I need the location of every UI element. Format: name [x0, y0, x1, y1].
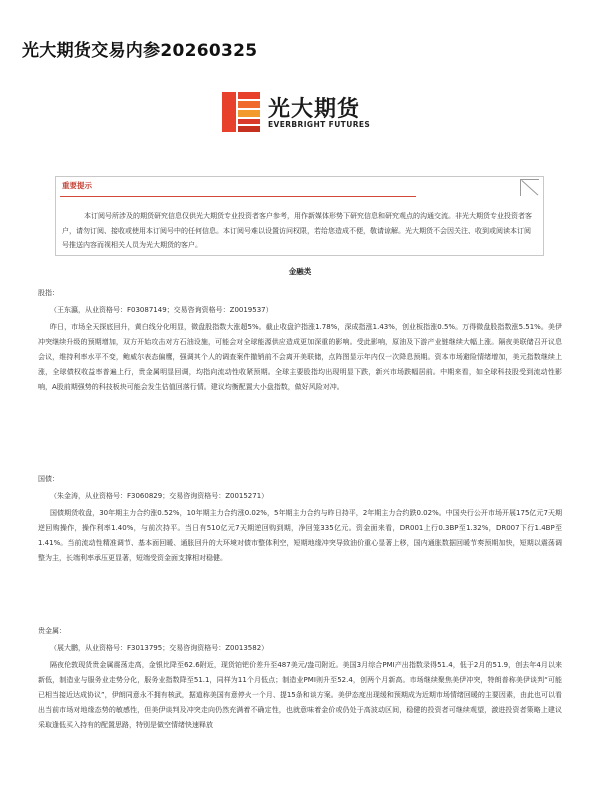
logo-name-cn: 光大期货: [268, 97, 361, 122]
report-label: 国债：: [38, 475, 59, 483]
logo-name-en: EVERBRIGHT FUTURES: [268, 120, 371, 129]
report-equity-index: [38, 286, 562, 395]
report-analyst: （朱金涛，从业资格号：F3060829；交易咨询资格号：Z0015271）: [50, 492, 269, 500]
report-label: 贵金属：: [38, 627, 66, 635]
section-title: 金融类: [288, 267, 312, 276]
report-treasury-bonds: [38, 472, 562, 566]
notice-body: 本订阅号所涉及的期货研究信息仅供光大期货专业投资者客户参考，用作新媒体形势下研究信息和研究观点的沟通交流。非光大期货专业投资者客户，请勿订阅、接收或使用本订阅号中的任何信息。本订阅号难以设置访问权限，若给您造成不便，敬请谅解。光大期货不会因关注、收到或阅读本订阅号推送内容而视相关人员为光大期货的客户。: [62, 212, 532, 249]
corner-fold-icon: [520, 179, 539, 196]
report-analyst: （展大鹏，从业资格号：F3013795；交易咨询资格号：Z0013582）: [50, 644, 269, 652]
report-analyst: （王东瀛，从业资格号：F03087149；交易咨询资格号：Z0019537）: [50, 306, 273, 314]
report-precious-metals: [38, 624, 562, 733]
important-notice-box: [55, 176, 544, 256]
company-logo: [222, 92, 382, 136]
logo-mark-icon: [222, 92, 260, 132]
notice-title: 重要提示: [62, 181, 92, 190]
report-body: 隔夜伦敦现货贵金属震荡走高，金银比降至62.6附近，现货铂钯价差升至487美元/盎司附近。美国3月综合PMI产出指数录得51.4，低于2月的51.9，创去年4月以来新低，制造业与服务业走势分化，服务业指数降至51.1，同样为11个月低点；制造业PMI则升至52.4，创两个月新高。市场继续聚焦美伊冲突，特朗普称美伊谈判“可能已相当接近达成协议”，伊朗同意永不拥有核武，据道称美国有意停火一个月、提15条和谈方案。美伊态度出现缓和预期成为近期市场情绪回暖的主要因素，由此也可以看出当前市场对地缘态势的敏感性，但美伊谈判及冲突走向仍然充满着不确定性，也就意味着金价或仍处于高波动区间，稳健的投资者可继续观望，激进投资者策略上建议采取逢低买入持有的配置思路，特别是做空情绪快速释放: [38, 661, 562, 729]
report-body: 国债期货收盘，30年期主力合约涨0.52%，10年期主力合约涨0.02%，5年期主力合约与昨日持平，2年期主力合约跌0.02%。中国央行公开市场开展175亿元7天期逆回购操作，操作利率1.40%，与前次持平。当日有510亿元7天期逆回购到期，净回笼335亿元。资金面来看，DR001上行0.3BP至1.32%，DR007下行1.4BP至1.41%。当前流动性精准调节、基本面回暖、通胀回升的大环境对债市整体利空，短期地缘冲突导致油价重心显著上移，国内通胀数据回暖节奏预期加快，短期以震荡调整为主，长端利率承压更显著，短端受资金面支撑相对稳健。: [38, 509, 562, 562]
notice-divider: [60, 196, 416, 197]
report-body: 昨日，市场全天探底回升，黄白线分化明显，微盘股指数大涨超5%。截止收盘沪指涨1.78%，深成指涨1.43%，创业板指涨0.5%。万得微盘股指数涨5.51%。美伊冲突继续升级的预期增加，双方开始攻击对方石油设施，可能会对全球能源供应造成更加深重的影响。受此影响，原油及下游产业链继续大幅上涨。隔夜美联储召开议息会议，维持利率水平不变，鲍威尔表态偏鹰，强调其个人的调查案件撤销前不会离开美联储，点阵图显示年内仅一次降息预期。资本市场避险情绪增加，美元指数继续上涨，全球债权收益率普遍上行，贵金属明显回调，均指向流动性收紧预期。全球主要股指均出现明显下跌，新兴市场跌幅居前。中期来看，如全球科技股受到流动性影响，A股前期强势的科技板块可能会发生估值回落行情。建议均衡配置大小盘指数，做好风险对冲。: [38, 323, 562, 391]
report-label: 股指：: [38, 289, 59, 297]
document-title: 光大期货交易内参20260325: [22, 41, 258, 61]
